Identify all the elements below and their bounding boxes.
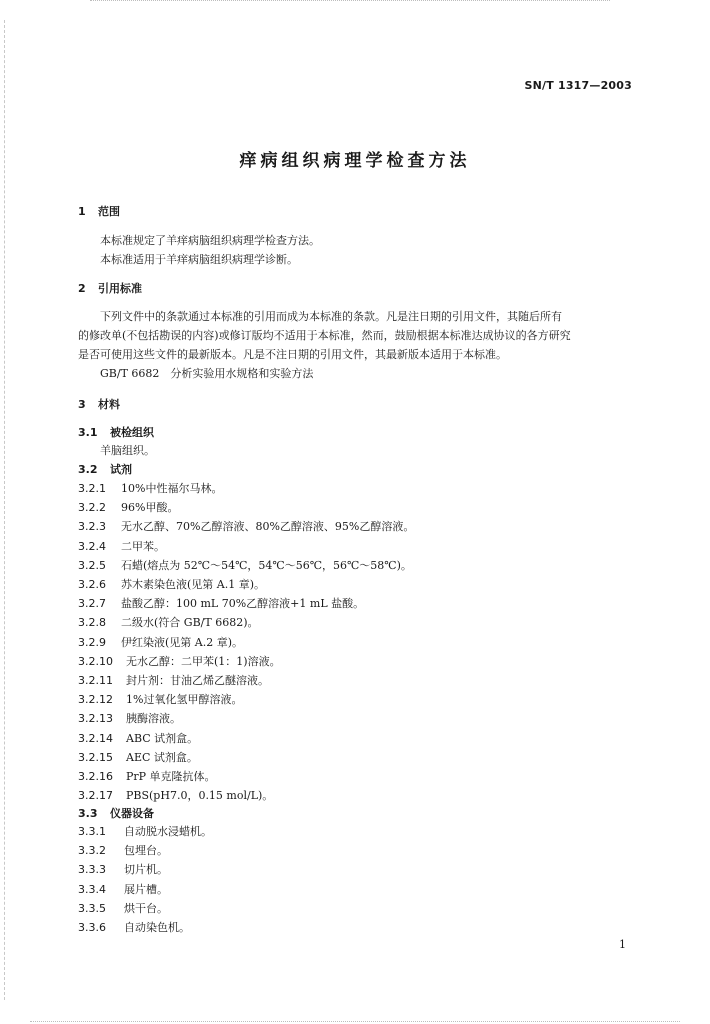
list-item-number: 3.2.11: [78, 674, 113, 687]
list-item-text: PrP 单克隆抗体。: [126, 770, 216, 783]
section-1-paragraph-2: 本标准适用于羊痒病脑组织病理学诊断。: [100, 253, 298, 266]
section-2-paragraph-line-1: 下列文件中的条款通过本标准的引用而成为本标准的条款。凡是注日期的引用文件，其随后所有: [100, 310, 562, 323]
list-item-text: 切片机。: [124, 863, 168, 877]
list-item-text: 二甲苯。: [121, 539, 165, 553]
section-title: 仪器设备: [110, 807, 154, 820]
section-1-heading: [78, 205, 120, 219]
list-item-text: 自动染色机。: [124, 921, 190, 934]
list-item-text: 96%甲酸。: [121, 501, 179, 515]
section-title: 引用标准: [98, 282, 142, 295]
section-1-paragraph-1: 本标准规定了羊痒病脑组织病理学检查方法。: [100, 234, 320, 247]
section-3-3-heading: [78, 807, 154, 821]
list-item-number: 3.3.5: [78, 901, 106, 915]
list-item-text: 盐酸乙醇：100 mL 70%乙醇溶液+1 mL 盐酸。: [121, 597, 365, 611]
section-title: 范围: [98, 205, 120, 218]
list-item-number: 3.2.2: [78, 501, 106, 515]
section-title: 材料: [98, 398, 120, 411]
list-item-number: 3.2.13: [78, 712, 113, 726]
list-item-number: 3.2.7: [78, 597, 106, 611]
page-number: 1: [619, 938, 626, 951]
list-item-number: 3.3.6: [78, 921, 106, 934]
list-item-number: 3.2.14: [78, 731, 113, 745]
list-item-text: 无水乙醇、70%乙醇溶液、80%乙醇溶液、95%乙醇溶液。: [121, 520, 415, 534]
list-item-number: 3.2.10: [78, 654, 113, 668]
list-item-number: 3.3.1: [78, 825, 106, 838]
list-item-text: 封片剂：甘油乙烯乙醚溶液。: [126, 674, 269, 687]
section-3-1-text: 羊脑组织。: [100, 444, 155, 457]
section-number: 3: [78, 398, 86, 411]
section-title: 试剂: [110, 463, 132, 476]
list-item-number: 3.2.3: [78, 520, 106, 534]
list-item-text: 无水乙醇：二甲苯(1：1)溶液。: [126, 654, 281, 668]
section-title: 被检组织: [110, 426, 154, 439]
standard-code: SN/T 1317—2003: [524, 79, 632, 92]
list-item-text: 包埋台。: [124, 844, 168, 858]
list-item-number: 3.2.4: [78, 539, 106, 553]
list-item-text: 胰酶溶液。: [126, 712, 181, 726]
section-3-heading: [78, 398, 120, 412]
list-item-text: ABC 试剂盒。: [126, 731, 199, 745]
section-2-heading: [78, 282, 142, 296]
section-2-paragraph-line-3: 是否可使用这些文件的最新版本。凡是不注日期的引用文件，其最新版本适用于本标准。: [78, 348, 507, 361]
list-item-text: PBS(pH7.0，0.15 mol/L)。: [126, 789, 274, 803]
list-item-number: 3.2.8: [78, 616, 106, 630]
section-number: 3.3: [78, 807, 98, 820]
list-item-number: 3.3.3: [78, 863, 106, 877]
list-item-text: 石蜡(熔点为 52℃～54℃，54℃～56℃，56℃～58℃)。: [121, 558, 412, 572]
section-3-2-heading: [78, 463, 132, 477]
list-item-number: 3.2.5: [78, 558, 106, 572]
list-item-number: 3.2.15: [78, 750, 113, 764]
section-number: 1: [78, 205, 86, 218]
list-item-number: 3.2.6: [78, 578, 106, 591]
list-item-text: 伊红染液(见第 A.2 章)。: [121, 635, 244, 649]
list-item-number: 3.2.12: [78, 693, 113, 707]
section-number: 3.2: [78, 463, 98, 476]
document-title: 痒病组织病理学检查方法: [239, 151, 471, 171]
section-3-1-heading: [78, 426, 154, 440]
normative-reference: GB/T 6682 分析实验用水规格和实验方法: [100, 367, 314, 380]
scan-top-artifact: [90, 0, 610, 4]
list-item-text: 苏木素染色液(见第 A.1 章)。: [121, 578, 266, 591]
list-item-text: 自动脱水浸蜡机。: [124, 825, 212, 838]
list-item-text: 10%中性福尔马林。: [121, 482, 223, 495]
list-item-number: 3.2.16: [78, 770, 113, 783]
list-item-text: 1%过氧化氢甲醇溶液。: [126, 693, 243, 707]
list-item-number: 3.3.4: [78, 882, 106, 896]
list-item-number: 3.2.1: [78, 482, 106, 495]
section-number: 3.1: [78, 426, 98, 439]
list-item-number: 3.2.17: [78, 789, 113, 803]
list-item-text: 烘干台。: [124, 901, 168, 915]
list-item-text: 二级水(符合 GB/T 6682)。: [121, 616, 259, 630]
section-2-paragraph-line-2: 的修改单(不包括勘误的内容)或修订版均不适用于本标准，然而，鼓励根据本标准达成协议的各方研究: [78, 329, 571, 342]
scan-bottom-artifact: [30, 1018, 680, 1022]
list-item-number: 3.2.9: [78, 635, 106, 649]
section-number: 2: [78, 282, 86, 295]
list-item-text: 展片槽。: [124, 882, 168, 896]
list-item-number: 3.3.2: [78, 844, 106, 858]
list-item-text: AEC 试剂盒。: [126, 750, 198, 764]
